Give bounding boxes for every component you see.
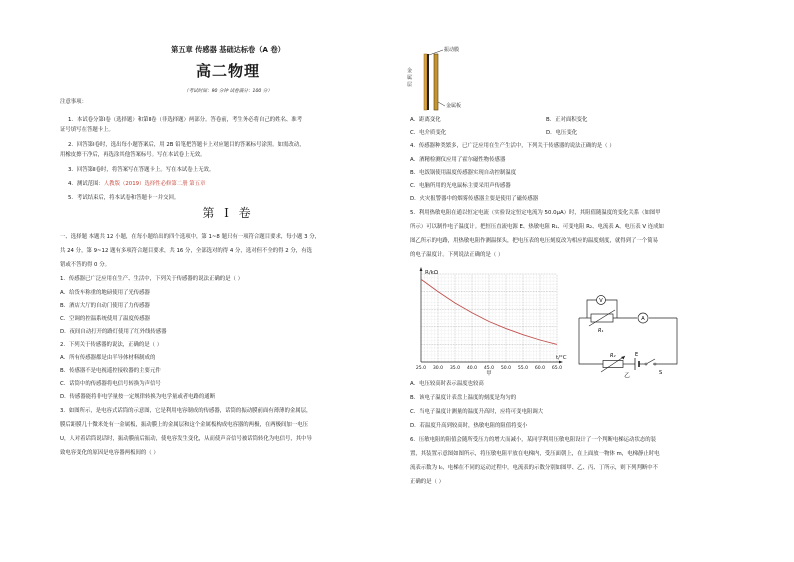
- option-line: B．该电子温度计表盘上温度的刻度是均匀的: [410, 395, 517, 401]
- note-line: 1．本试卷分第Ⅰ卷（选择题）和第Ⅱ卷（非选择题）两部分。答卷前，考生务必将自己的姓名、准考: [68, 117, 303, 123]
- x-tick-label: 45.0: [483, 366, 495, 371]
- option-line: D．传感器能将非电学量按一定规律转换为电学量或者电路的通断: [60, 394, 216, 400]
- film-label: 振动膜: [444, 47, 460, 53]
- question-5-stem: 的电子温度计。下列说法正确的是（ ）: [410, 252, 504, 258]
- chart-caption: 甲: [486, 371, 492, 377]
- question-4-stem: 4．传感器种类繁多，已广泛应用在生产生活中，下列关于传感器的说法正确的是（ ）: [410, 143, 615, 149]
- x-tick-label: 50.0: [500, 366, 512, 371]
- circuit-caption: 乙: [624, 373, 630, 378]
- question-3-stem: 膜后距膜几十微米处有一金属板，振动膜上的金属层和这个金属板构成电容器的两极，在两极间加一电压: [60, 422, 308, 428]
- plate-label: 金属板: [446, 103, 462, 109]
- section-intro: 错或不答的得 0 分。: [60, 262, 110, 268]
- notes-heading: 注意事项：: [60, 99, 87, 105]
- note-line: 3．回答第Ⅱ卷时，将答案写在答题卡上。写在本试卷上无效。: [68, 167, 215, 173]
- scope-prefix: 4．测试范围：: [68, 181, 104, 187]
- question-5-stem: 所示）可以制作电子温度计。把恒压直流电源 E、热敏电阻 R₁、可变电阻 R₂、电流表 A、电压表 V 连成如: [410, 224, 664, 230]
- q3-option-b: B．正对面积变化: [546, 117, 588, 123]
- question-6-stem: 正确的是（ ）: [410, 479, 445, 485]
- x-tick-label: 60.0: [534, 366, 546, 371]
- option-line: D．火灾报警器中的烟雾传感器主要是使用了磁传感器: [410, 196, 539, 202]
- ammeter-label: A: [641, 316, 645, 322]
- question-5-stem: 图乙所示的电路，用热敏电阻作测温探头，把电压表的电压刻度改为相应的温度刻度，就得到了一个简易: [410, 238, 658, 244]
- r2-label: R₂: [610, 353, 616, 359]
- option-line: A．电压较高时表示温度也较高: [410, 381, 484, 387]
- note-line-scope: [68, 181, 205, 188]
- metal-plate: [434, 54, 438, 110]
- option-line: A．所有传感器都是由半导体材料制成的: [60, 355, 156, 361]
- switch-pivot: [645, 363, 647, 365]
- circuit-diagram: [573, 286, 693, 378]
- exam-subtitle: 第五章 传感器 基础达标卷（A 卷）: [171, 45, 285, 54]
- section-title: 第 Ⅰ 卷: [202, 206, 254, 220]
- x-tick-label: 35.0: [449, 366, 461, 371]
- note-line: 5．考试结束后，将本试卷和答题卡一并交回。: [68, 195, 180, 201]
- battery-label: E: [635, 352, 639, 358]
- q3-option-a: A．距离变化: [410, 117, 441, 123]
- r1-label: R₁: [598, 328, 604, 334]
- chart-axes: [420, 267, 563, 363]
- option-line: B．传感器不是电视遥控接收器的主要元件: [60, 368, 161, 374]
- x-tick-label: 55.0: [517, 366, 529, 371]
- option-line: B．电饭锅使用温度传感器实现自动控制温度: [410, 170, 517, 176]
- plate-leader: [438, 102, 445, 106]
- option-line: C．话筒中的传感器将电信号转换为声信号: [60, 381, 161, 387]
- y-axis-label: R/kΩ: [425, 270, 439, 276]
- option-line: A．给货车称重的地磅使用了光传感器: [60, 290, 150, 296]
- question-6-stem: 流表示数为 I₀，电梯在不同的运动过程中，电流表的示数分别如图甲、乙、丙、丁所示，则下列判断中不: [410, 465, 659, 471]
- option-line: D．若温度升高到较高时，热敏电阻的阻值将变小: [410, 423, 528, 429]
- section-intro: 一、选择题 本题共 12 小题，在每小题给出的四个选项中，第 1~8 题只有一项符合题目要求，每小题 3 分，: [60, 234, 321, 240]
- note-line: 证号填写在答题卡上。: [60, 127, 114, 133]
- resistance-temperature-chart: [403, 266, 568, 378]
- note-line: 2．回答第Ⅰ卷时，选出每小题答案后，用 2B 铅笔把答题卡上对应题目的答案标号涂黑。如需改动，: [68, 142, 305, 148]
- x-tick-label: 65.0: [551, 366, 563, 371]
- microphone-figure: [403, 40, 523, 115]
- question-6-stem: 6．压敏电阻的阻值会随所受压力的增大而减小，某同学利用压敏电阻设计了一个判断电梯运动状态的装: [410, 437, 657, 443]
- microphone-diagram: [403, 40, 523, 115]
- question-5-stem: 5．利用热敏电阻在通以恒定电流（实验设定恒定电流为 50.0μA）时，其阻值随温度的变化关系（如图甲: [410, 210, 661, 216]
- question-2-stem: 2．下列关于传感器的说法，正确的是（ ）: [60, 342, 163, 348]
- x-tick-label: 40.0: [466, 366, 478, 371]
- circuit-figure: [573, 286, 693, 378]
- note-line: 用橡皮擦干净后，再选涂其他答案标号。写在本试卷上无效。: [60, 152, 206, 158]
- section-intro: 共 24 分，第 9~12 题有多项符合题目要求，共 16 分，全部选对的得 4 分，选对但不全的得 2 分，有选: [60, 248, 312, 254]
- option-line: C．电脑所用的光电鼠标主要采用声传感器: [410, 183, 511, 189]
- question-3-stem: 3．如图所示，是电容式话筒的示意图，它是利用电容制成的传感器，话筒的振动膜前面有薄薄的金属层，: [60, 408, 312, 414]
- y-axis-arrow: [420, 267, 423, 271]
- exam-title: 高二物理: [195, 62, 260, 80]
- option-line: A．酒精检测仪应用了霍尔磁性物传感器: [410, 157, 506, 163]
- option-line: D．夜间自动打开的路灯使用了红外线传感器: [60, 329, 167, 335]
- question-6-stem: 置，其装置示意图如图所示，将压敏电阻平放在电梯内，受压面朝上，在上面放一物体 m，电梯静止时电: [410, 451, 660, 457]
- option-line: C．空调的控温系统使用了温度传感器: [60, 316, 151, 322]
- r2-arrow-head: [621, 356, 625, 360]
- layer-label: 金属层: [407, 68, 413, 88]
- q3-option-d: D．电压变化: [546, 130, 578, 136]
- question-3-stem: 致电容变化的原因是电容器两板间的（ ）: [60, 450, 159, 456]
- option-line: C．当电子温度计测量的温度升高时，应将可变电阻调大: [410, 409, 544, 415]
- switch-contact: [654, 363, 656, 365]
- question-1-stem: 1．传感器已广泛应用在生产、生活中，下列关于传感器的说法正确的是（ ）: [60, 276, 244, 282]
- scope-value: 人教版（2019）选择性必修第二册 第五章: [103, 181, 206, 187]
- metal-layer: [424, 54, 427, 110]
- x-axis-arrow: [559, 361, 563, 364]
- option-line: B．酒店大厅的自动门使用了力传感器: [60, 303, 150, 309]
- x-tick-label: 30.0: [432, 366, 444, 371]
- chart-svg: [403, 266, 568, 378]
- switch-label: S: [659, 370, 663, 376]
- wire-right: [653, 318, 677, 364]
- exam-meta: （考试时间：90 分钟 试卷满分：100 分）: [184, 89, 272, 94]
- x-tick-label: 25.0: [415, 366, 427, 371]
- vibration-film: [427, 54, 429, 110]
- voltmeter-label: V: [599, 298, 603, 304]
- q3-option-c: C．电介质变化: [410, 130, 447, 136]
- x-axis-label: t/°C: [556, 355, 567, 361]
- switch-lever: [647, 359, 655, 364]
- question-3-stem: U，人对着话筒说话时，振动膜前后振动，使电容发生变化，从而使声音信号被话筒转化为电信号，其中导: [60, 436, 312, 442]
- chart-grid: [421, 274, 557, 362]
